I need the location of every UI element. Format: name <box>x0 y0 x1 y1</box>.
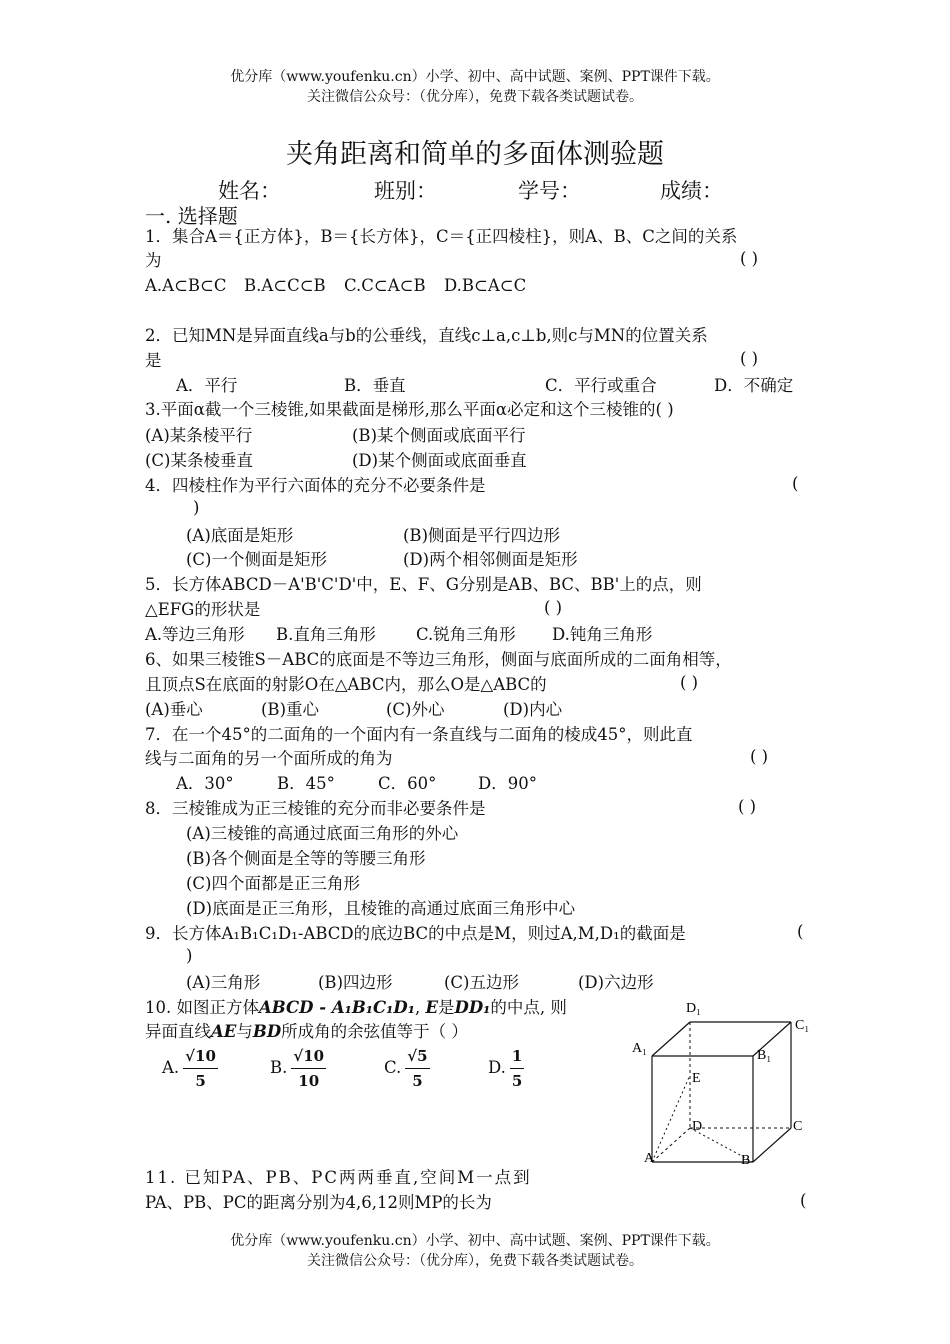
label-c: C <box>793 1119 803 1134</box>
q1-line-2: 为 <box>145 251 162 270</box>
q6-option-b: (B)重心 <box>261 700 319 719</box>
label-c1: C₁ <box>795 1018 810 1033</box>
q10-text-d: 的中点, 则 <box>490 998 567 1017</box>
q10-option-c: C. $\frac{√5}{5}$ <box>384 1044 434 1093</box>
q1-answer-paren: ( ) <box>740 249 759 268</box>
q10-line-1 <box>145 996 567 1020</box>
q5-option-d: D.钝角三角形 <box>552 625 653 644</box>
q5-answer-paren: ( ) <box>544 598 563 617</box>
q8-option-b: (B)各个侧面是全等的等腰三角形 <box>186 849 426 868</box>
q10-text-a: 10. 如图正方体 <box>145 998 259 1017</box>
q7-option-c: C．60° <box>378 774 437 793</box>
q9-option-a: (A)三角形 <box>186 973 261 992</box>
q1-line-1: 1．集合A＝{正方体}，B＝{长方体}，C＝{正四棱柱}，则A、B、C之间的关系 <box>145 227 738 246</box>
q9-paren-close: ) <box>186 946 193 965</box>
q10-option-b-fraction: $\frac{√10}{10}$ <box>291 1044 326 1093</box>
q5-line-2: △EFG的形状是 <box>145 600 261 619</box>
q6-line-1: 6、如果三棱锥S－ABC的底面是不等边三角形，侧面与底面所成的二面角相等， <box>145 650 732 669</box>
footer-line-1: 优分库（www.youfenku.cn）小学、初中、高中试题、案例、PPT课件下载。 <box>230 1233 720 1249</box>
edge-a1d1 <box>652 1022 690 1056</box>
name-label: 姓名： <box>218 179 281 203</box>
q4-line-1: 4．四棱柱作为平行六面体的充分不必要条件是 <box>145 476 486 495</box>
q3-option-d: (D)某个侧面或底面垂直 <box>352 451 527 470</box>
q3-option-a: (A)某条棱平行 <box>145 426 253 445</box>
q10-line-ae: AE <box>211 1022 237 1041</box>
q6-line-2: 且顶点S在底面的射影O在△ABC内，那么O是△ABC的 <box>145 675 547 694</box>
q10-text-g: 所成角的余弦值等于（ ） <box>281 1022 468 1041</box>
q10-edge-dd1: DD₁ <box>454 998 491 1017</box>
q6-option-c: (C)外心 <box>386 700 445 719</box>
q10-option-b: B. $\frac{√10}{10}$ <box>270 1044 330 1093</box>
edge-bc <box>753 1128 791 1162</box>
q10-option-a: A. $\frac{√10}{5}$ <box>162 1044 222 1093</box>
q8-option-c: (C)四个面都是正三角形 <box>186 874 360 893</box>
q4-option-b: (B)侧面是平行四边形 <box>403 526 560 545</box>
label-e: E <box>692 1071 701 1086</box>
q6-option-d: (D)内心 <box>503 700 563 719</box>
q3-option-b: (B)某个侧面或底面平行 <box>352 426 526 445</box>
label-b1: B₁ <box>757 1048 772 1063</box>
q8-answer-paren: ( ) <box>738 797 757 816</box>
q9-option-b: (B)四边形 <box>318 973 393 992</box>
q9-line-1: 9．长方体A₁B₁C₁D₁-ABCD的底边BC的中点是M，则过A,M,D₁的截面是 <box>145 924 686 943</box>
q8-line-1: 8．三棱锥成为正三棱锥的充分而非必要条件是 <box>145 799 486 818</box>
q2-line-1: 2．已知MN是异面直线a与b的公垂线，直线c⊥a,c⊥b,则c与MN的位置关系 <box>145 326 708 345</box>
q5-option-a: A.等边三角形 <box>145 625 245 644</box>
q10-option-d: D. $\frac{1}{5}$ <box>488 1044 528 1093</box>
q10-point-e: E <box>425 998 439 1017</box>
q2-option-a: A．平行 <box>176 376 238 395</box>
student-number-label: 学号： <box>518 179 581 203</box>
header-line-2: 关注微信公众号：（优分库），免费下载各类试题试卷。 <box>307 89 643 105</box>
q2-option-c: C．平行或重合 <box>545 376 657 395</box>
cube-figure <box>620 990 820 1170</box>
footer-line-2: 关注微信公众号：（优分库），免费下载各类试题试卷。 <box>307 1253 643 1269</box>
score-label: 成绩： <box>660 179 723 203</box>
q2-line-2: 是 <box>145 351 162 370</box>
q7-line-2: 线与二面角的另一个面所成的角为 <box>145 749 393 768</box>
q4-paren-close: ) <box>193 498 200 517</box>
q10-cube-name: ABCD - A₁B₁C₁D₁ <box>259 998 415 1017</box>
q10-text-c: 是 <box>438 998 455 1017</box>
q4-option-d: (D)两个相邻侧面是矩形 <box>403 550 578 569</box>
q7-option-a: A．30° <box>176 774 234 793</box>
q9-paren-open: ( <box>797 922 804 941</box>
q7-option-d: D．90° <box>478 774 537 793</box>
page-title: 夹角距离和简单的多面体测验题 <box>286 139 664 170</box>
label-b: B <box>741 1153 751 1168</box>
q9-option-c: (C)五边形 <box>444 973 519 992</box>
q8-option-d: (D)底面是正三角形，且棱锥的高通过底面三角形中心 <box>186 899 576 918</box>
q4-option-a: (A)底面是矩形 <box>186 526 294 545</box>
q11-line-1: 11. 已知PA、PB、PC两两垂直,空间M一点到 <box>145 1168 532 1187</box>
edge-ad-hidden <box>652 1128 690 1162</box>
q7-option-b: B．45° <box>277 774 335 793</box>
q1-option-b: B.A⊂C⊂B <box>244 276 326 295</box>
q1-option-d: D.B⊂A⊂C <box>444 276 527 295</box>
label-a1: A₁ <box>632 1041 647 1056</box>
q10-line-bd: BD <box>252 1022 282 1041</box>
q8-option-a: (A)三棱锥的高通过底面三角形的外心 <box>186 824 459 843</box>
q6-option-a: (A)垂心 <box>145 700 203 719</box>
label-d: D <box>692 1119 703 1134</box>
header-line-1: 优分库（www.youfenku.cn）小学、初中、高中试题、案例、PPT课件下载。 <box>230 69 720 85</box>
q11-paren: ( <box>800 1191 807 1210</box>
q9-option-d: (D)六边形 <box>578 973 654 992</box>
q5-line-1: 5．长方体ABCD－A'B'C'D'中，E、F、G分别是AB、BC、BB'上的点，则 <box>145 575 702 594</box>
q4-paren-open: ( <box>792 474 799 493</box>
q7-answer-paren: ( ) <box>750 747 769 766</box>
q4-option-c: (C)一个侧面是矩形 <box>186 550 327 569</box>
section-heading: 一. 选择题 <box>145 204 238 228</box>
q10-text-b: , <box>414 998 426 1017</box>
q3-line-1: 3.平面α截一个三棱锥,如果截面是梯形,那么平面α必定和这个三棱锥的( ) <box>145 400 674 419</box>
q1-option-a: A.A⊂B⊂C <box>145 276 227 295</box>
q10-option-a-fraction: $\frac{√10}{5}$ <box>183 1044 218 1093</box>
q5-option-c: C.锐角三角形 <box>416 625 516 644</box>
q2-option-b: B．垂直 <box>344 376 406 395</box>
q2-option-d: D．不确定 <box>714 376 794 395</box>
q3-option-c: (C)某条棱垂直 <box>145 451 253 470</box>
label-d1: D₁ <box>686 1001 701 1016</box>
q2-answer-paren: ( ) <box>740 349 759 368</box>
q11-line-2: PA、PB、PC的距离分别为4,6,12则MP的长为 <box>145 1193 492 1212</box>
q10-line-2 <box>145 1020 468 1044</box>
class-label: 班别： <box>374 179 437 203</box>
q10-option-d-fraction: $\frac{1}{5}$ <box>510 1044 524 1093</box>
q10-text-f: 与 <box>236 1022 253 1041</box>
q10-option-c-fraction: $\frac{√5}{5}$ <box>405 1044 429 1093</box>
q6-answer-paren: ( ) <box>680 673 699 692</box>
q7-line-1: 7．在一个45°的二面角的一个面内有一条直线与二面角的棱成45°，则此直 <box>145 725 693 744</box>
q5-option-b: B.直角三角形 <box>276 625 376 644</box>
label-a: A <box>644 1151 655 1166</box>
q10-text-e: 异面直线 <box>145 1022 211 1041</box>
segment-ae-hidden <box>652 1075 690 1162</box>
q1-option-c: C.C⊂A⊂B <box>344 276 426 295</box>
